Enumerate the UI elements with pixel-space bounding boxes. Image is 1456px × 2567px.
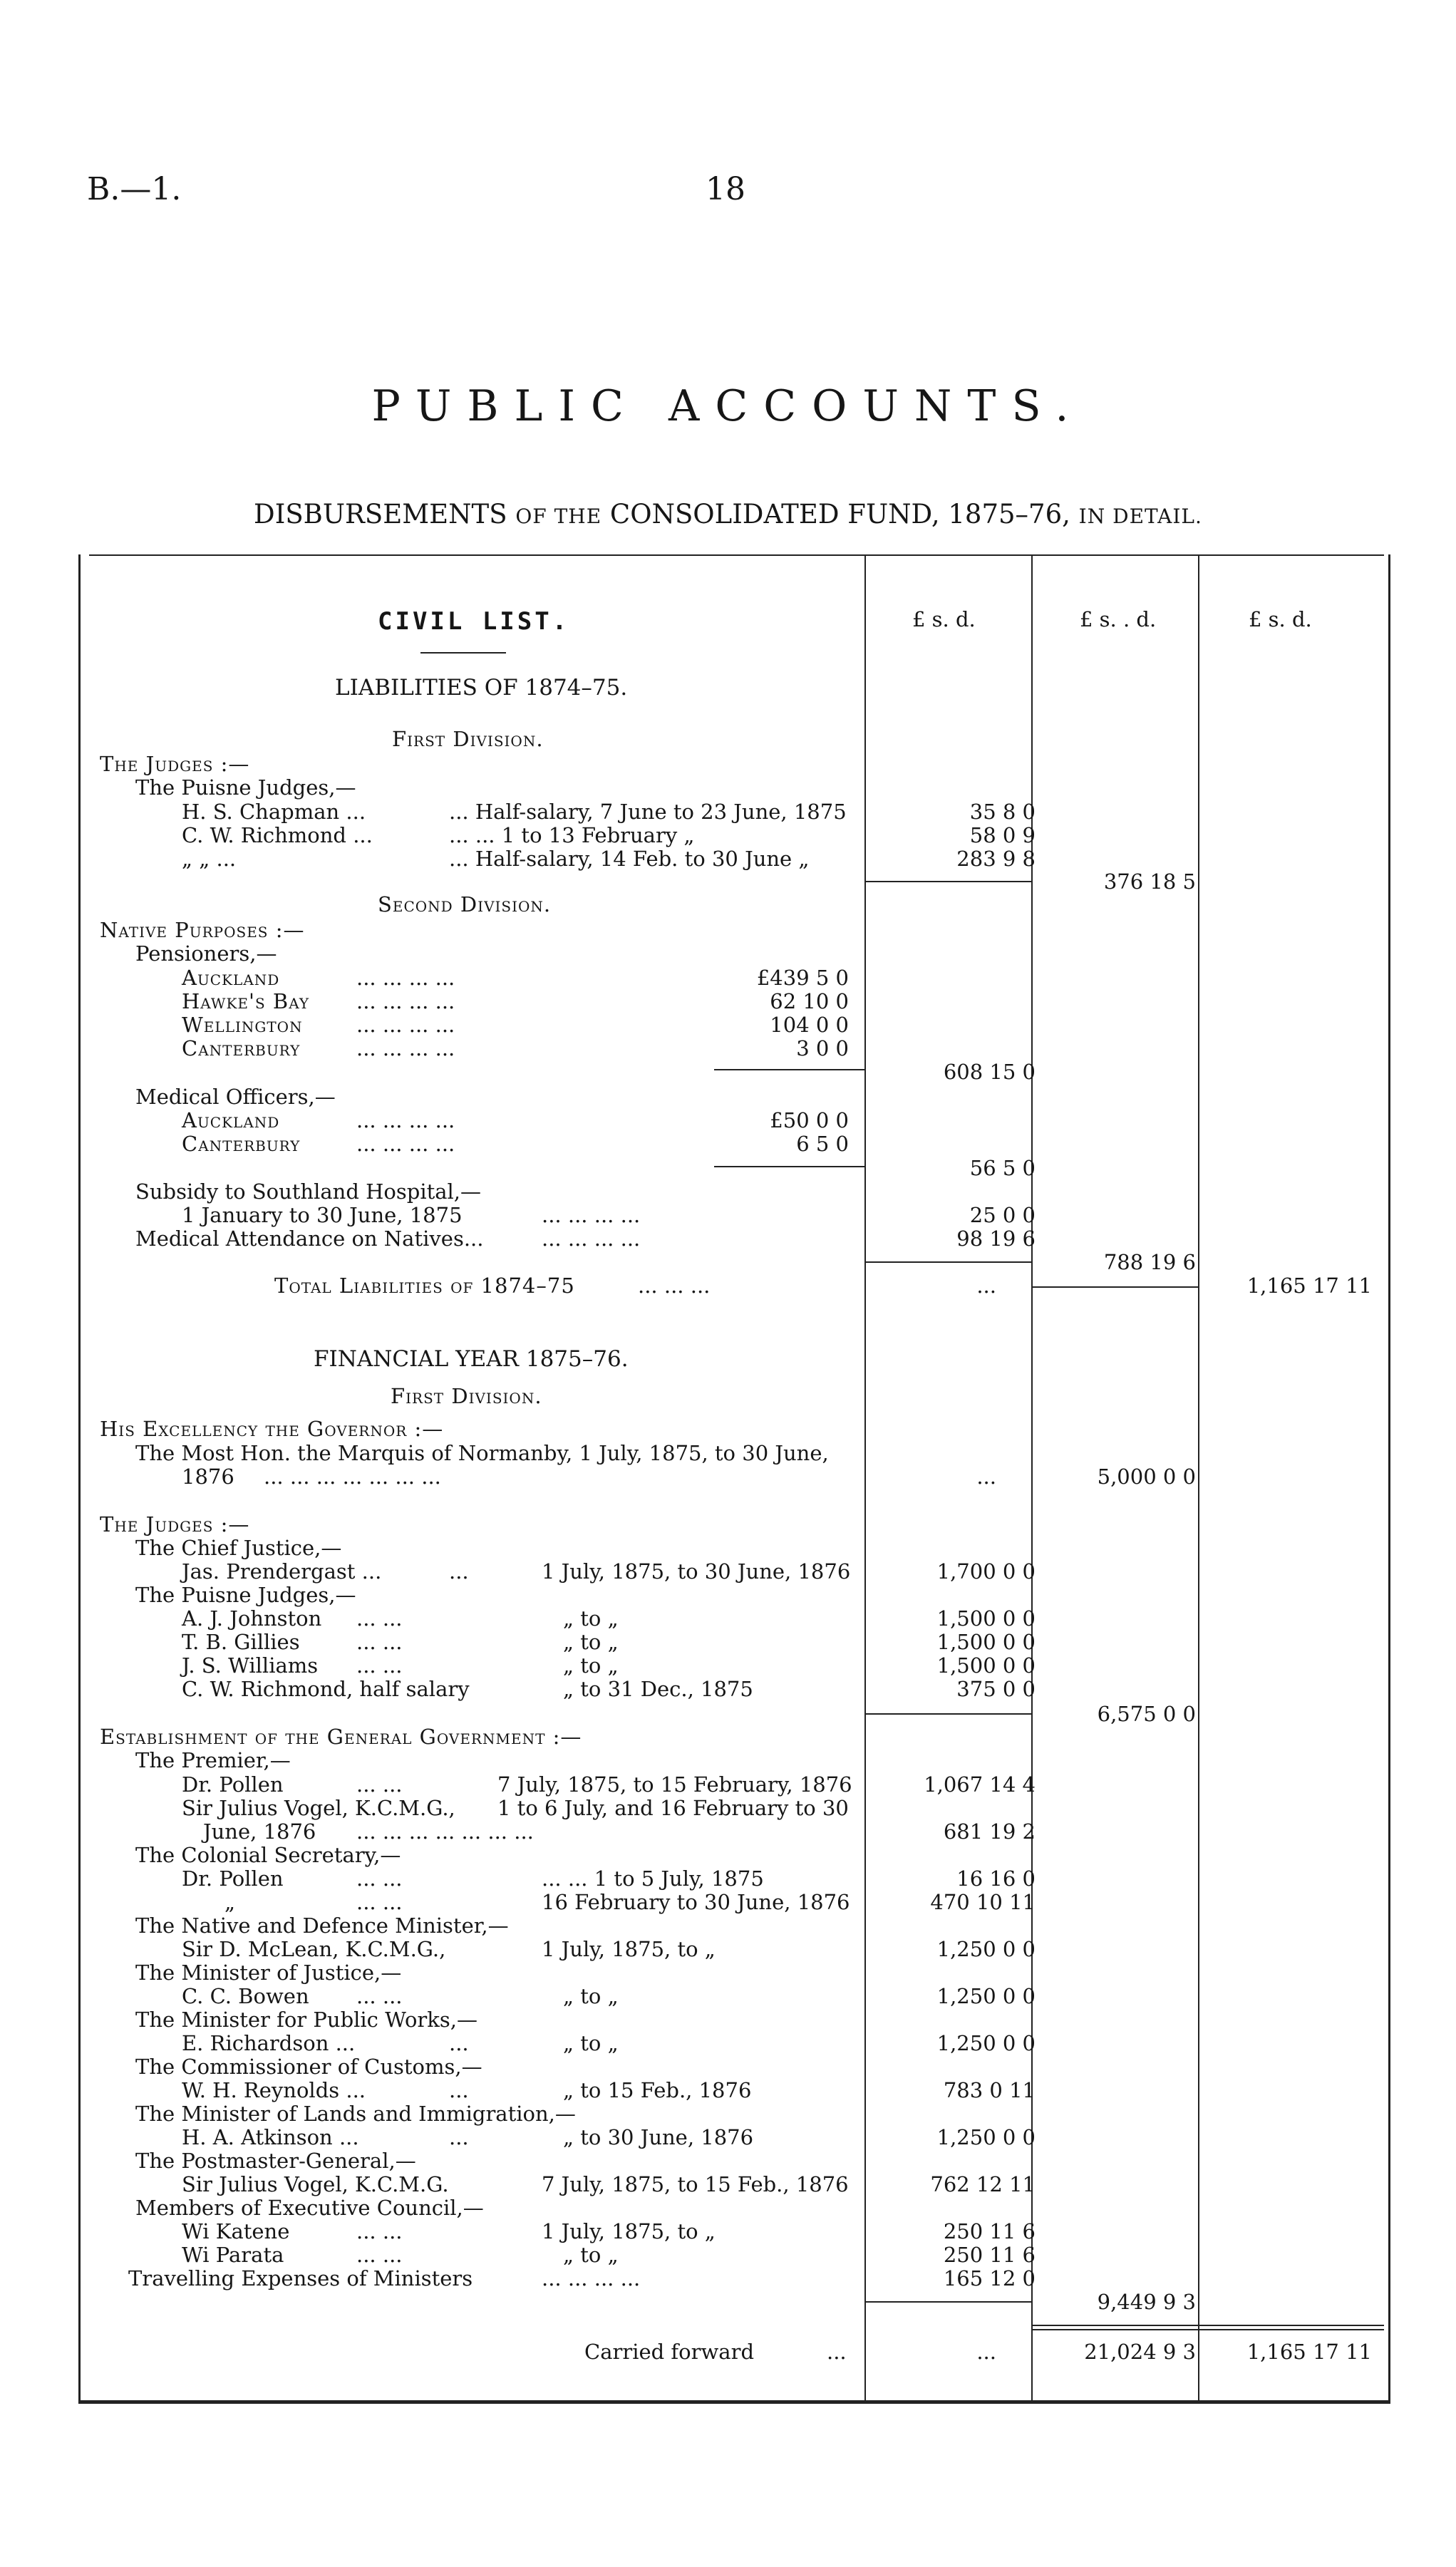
attendance-label: Medical Attendance on Natives... (135, 1226, 484, 1251)
first-division-heading: First Division. (391, 1384, 542, 1408)
minister-period: „ to „ (563, 2031, 619, 2055)
judge-amount: 1,500 0 0 (936, 1606, 1036, 1631)
judges-heading: The Judges :— (100, 1512, 250, 1536)
leader-dots: ... ... (356, 1890, 403, 1914)
judge-detail: ... Half-salary, 14 Feb. to 30 June „ (449, 847, 810, 871)
minister-amount: 762 12 11 (930, 2172, 1036, 2196)
minister-name: Dr. Pollen (182, 1772, 284, 1797)
medical-amount: £50 0 0 (770, 1108, 849, 1132)
carried-forward-col3: 1,165 17 11 (1246, 2340, 1372, 2364)
judge-amount: 58 0 9 (969, 823, 1036, 847)
chief-justice-heading: The Chief Justice,— (135, 1536, 342, 1560)
judge-name: C. W. Richmond ... (182, 823, 373, 847)
colonial-secretary-heading: The Colonial Secretary,— (135, 1843, 401, 1867)
medical-amount: 6 5 0 (796, 1132, 849, 1156)
subtotal-rule (714, 1166, 864, 1167)
subtotal-rule (864, 1261, 1031, 1263)
pension-region: Auckland (182, 966, 280, 990)
member-name: Wi Katene (182, 2219, 290, 2243)
minister-name: Sir D. McLean, K.C.M.G., (182, 1937, 446, 1961)
minister-period: 1 to 6 July, and 16 February to 30 (497, 1796, 849, 1820)
leader-dots: ... ... (356, 1866, 403, 1891)
puisne-judges-heading: The Puisne Judges,— (135, 775, 356, 800)
native-purposes-heading: Native Purposes :— (100, 918, 305, 942)
governor-col1: ... (976, 1465, 996, 1489)
subsidy-period: 1 January to 30 June, 1875 (182, 1203, 463, 1227)
ditto-mark: „ (224, 1890, 236, 1914)
subtitle-part-4: IN DETAIL. (1078, 505, 1202, 528)
judge-name: J. S. Williams (182, 1653, 319, 1678)
minister-name: Sir Julius Vogel, K.C.M.G., (182, 1796, 455, 1820)
minister-amount: 783 0 11 (943, 2078, 1036, 2102)
leader-dots: ... (449, 1559, 469, 1584)
judge-period: „ to „ (563, 1653, 619, 1678)
judge-period: „ to „ (563, 1606, 619, 1631)
subsidy-label: Subsidy to Southland Hospital,— (135, 1179, 482, 1204)
judge-name: „ „ ... (182, 847, 237, 871)
judges-subtotal: 6,575 0 0 (1097, 1702, 1196, 1726)
lands-minister-heading: The Minister of Lands and Immigration,— (135, 2102, 576, 2126)
judge-name: C. W. Richmond, half salary (182, 1677, 470, 1701)
subtitle-part-1: DISBURSEMENTS (254, 499, 507, 530)
column-header-3: £ s. d. (1249, 607, 1312, 631)
minister-period: 7 July, 1875, to 15 Feb., 1876 (542, 2172, 849, 2196)
carried-rule-lower (1031, 2329, 1384, 2330)
judge-period: „ to „ (563, 1630, 619, 1654)
judge-detail: ... ... 1 to 13 February „ (449, 823, 695, 847)
judge-amount: 283 9 8 (956, 847, 1036, 871)
leader-dots: ... ... ... ... (356, 1036, 455, 1060)
travel-amount: 165 12 0 (943, 2266, 1036, 2290)
leader-dots: ... ... (356, 1984, 403, 2008)
carried-forward-col1: ... (976, 2340, 996, 2364)
subtotal-rule (714, 1069, 864, 1070)
minister-name: Dr. Pollen (182, 1866, 284, 1891)
minister-amount: 1,250 0 0 (936, 2031, 1036, 2055)
member-amount: 250 11 6 (943, 2243, 1036, 2267)
leader-dots: ... ... ... ... (356, 966, 455, 990)
judge-period: „ to 31 Dec., 1875 (563, 1677, 753, 1701)
judges-subtotal: 376 18 5 (1103, 869, 1196, 894)
puisne-judges-heading: The Puisne Judges,— (135, 1583, 356, 1607)
minister-name: C. C. Bowen (182, 1984, 309, 2008)
subtotal-rule (864, 2301, 1031, 2303)
chief-justice-name: Jas. Prendergast ... (182, 1559, 382, 1584)
establishment-heading: Establishment of the General Government :— (100, 1725, 582, 1749)
minister-period-continued: June, 1876 (203, 1819, 316, 1844)
section-title-rule (420, 652, 506, 654)
minister-name: W. H. Reynolds ... (182, 2078, 366, 2102)
leader-dots: ... ... ... ... (356, 1132, 455, 1156)
judge-amount: 1,500 0 0 (936, 1630, 1036, 1654)
column-divider-3 (1198, 554, 1199, 2402)
financial-year-heading: FINANCIAL YEAR 1875–76. (314, 1346, 629, 1372)
minister-period: 1 July, 1875, to „ (542, 1937, 716, 1961)
page-title: PUBLIC ACCOUNTS. (371, 381, 1085, 431)
section-title: CIVIL LIST. (378, 607, 570, 636)
minister-name: E. Richardson ... (182, 2031, 356, 2055)
minister-amount: 1,250 0 0 (936, 1984, 1036, 2008)
subsidy-amount: 25 0 0 (969, 1203, 1036, 1227)
total-liabilities-amount: 1,165 17 11 (1246, 1274, 1372, 1298)
leader-dots: ... ... ... ... (356, 1013, 455, 1037)
minister-name: H. A. Atkinson ... (182, 2125, 359, 2149)
leader-dots: ... ... (356, 1772, 403, 1797)
pension-region: Hawke's Bay (182, 989, 310, 1013)
carried-rule-upper (1031, 2325, 1384, 2326)
pension-amount: £439 5 0 (756, 966, 849, 990)
medical-officers-heading: Medical Officers,— (135, 1085, 336, 1109)
minister-amount: 1,250 0 0 (936, 2125, 1036, 2149)
minister-period: „ to 15 Feb., 1876 (563, 2078, 752, 2102)
member-name: Wi Parata (182, 2243, 284, 2267)
governor-year: 1876 (182, 1465, 234, 1489)
executive-council-heading: Members of Executive Council,— (135, 2196, 484, 2220)
leader-dots: ... (449, 2078, 469, 2102)
pension-amount: 62 10 0 (770, 989, 849, 1013)
minister-amount: 470 10 11 (930, 1890, 1036, 1914)
judge-amount: 1,500 0 0 (936, 1653, 1036, 1678)
pensioners-heading: Pensioners,— (135, 941, 277, 966)
second-division-heading: Second Division. (378, 892, 552, 916)
minister-period: „ to „ (563, 1984, 619, 2008)
judges-heading: The Judges :— (100, 752, 250, 776)
leader-dots: ... (449, 2125, 469, 2149)
travel-label: Travelling Expenses of Ministers (128, 2266, 473, 2290)
leader-dots: ... ... (356, 2243, 403, 2267)
leader-dots: ... ... (356, 1653, 403, 1678)
chief-justice-amount: 1,700 0 0 (936, 1559, 1036, 1584)
medical-region: Auckland (182, 1108, 280, 1132)
minister-period: „ to 30 June, 1876 (563, 2125, 754, 2149)
page-subtitle (0, 499, 1456, 530)
total-liabilities-label: Total Liabilities of 1874–75 (274, 1274, 575, 1298)
leader-dots: ... ... (356, 1630, 403, 1654)
governor-line: The Most Hon. the Marquis of Normanby, 1 July, 1875, to 30 June, (135, 1441, 829, 1465)
leader-dots: ... (827, 2340, 847, 2364)
pension-amount: 104 0 0 (770, 1013, 849, 1037)
customs-heading: The Commissioner of Customs,— (135, 2055, 482, 2079)
minister-amount: 16 16 0 (956, 1866, 1036, 1891)
establishment-subtotal: 9,449 9 3 (1097, 2290, 1196, 2314)
column-header-2: £ s. . d. (1080, 607, 1157, 631)
minister-amount: 1,067 14 4 (924, 1772, 1036, 1797)
leader-dots: ... ... ... ... (356, 1108, 455, 1132)
medical-region: Canterbury (182, 1132, 301, 1156)
subtitle-part-2: OF THE (515, 505, 602, 528)
total-rule (1031, 1286, 1198, 1288)
pension-region: Canterbury (182, 1036, 301, 1060)
native-minister-heading: The Native and Defence Minister,— (135, 1913, 509, 1938)
pension-region: Wellington (182, 1013, 303, 1037)
member-period: 1 July, 1875, to „ (542, 2219, 716, 2243)
minister-period: 7 July, 1875, to 15 February, 1876 (497, 1772, 852, 1797)
leader-dots: ... ... (356, 1606, 403, 1631)
governor-heading: His Excellency the Governor :— (100, 1417, 444, 1441)
leader-dots: ... ... ... ... (542, 2266, 641, 2290)
column-header-1: £ s. d. (912, 607, 976, 631)
carried-forward-label: Carried forward (584, 2340, 755, 2364)
page-number: 18 (706, 171, 745, 207)
justice-minister-heading: The Minister of Justice,— (135, 1961, 402, 1985)
leader-dots: ... ... ... ... (542, 1226, 641, 1251)
judge-amount: 375 0 0 (956, 1677, 1036, 1701)
member-amount: 250 11 6 (943, 2219, 1036, 2243)
minister-period: ... ... 1 to 5 July, 1875 (542, 1866, 764, 1891)
leader-dots: ... ... ... (638, 1274, 711, 1298)
leader-dots: ... ... ... ... ... ... ... (356, 1819, 534, 1844)
postmaster-heading: The Postmaster-General,— (135, 2149, 416, 2173)
minister-period: 16 February to 30 June, 1876 (542, 1890, 850, 1914)
premier-heading: The Premier,— (135, 1748, 291, 1772)
first-division-heading: First Division. (392, 727, 544, 751)
pensioners-subtotal: 608 15 0 (943, 1060, 1036, 1084)
subtotal-rule (864, 881, 1031, 882)
judge-name: A. J. Johnston (182, 1606, 322, 1631)
table-top-rule (89, 554, 1384, 556)
member-period: „ to „ (563, 2243, 619, 2267)
subtotal-rule (864, 1713, 1031, 1715)
pension-amount: 3 0 0 (796, 1036, 849, 1060)
leader-dots: ... ... ... ... (542, 1203, 641, 1227)
native-subtotal: 788 19 6 (1103, 1250, 1196, 1274)
column-divider-1 (864, 554, 866, 2402)
governor-amount: 5,000 0 0 (1097, 1465, 1196, 1489)
works-minister-heading: The Minister for Public Works,— (135, 2008, 477, 2032)
carried-forward-col2: 21,024 9 3 (1084, 2340, 1196, 2364)
leader-dots: ... ... (356, 2219, 403, 2243)
judge-amount: 35 8 0 (969, 800, 1036, 824)
judge-name: H. S. Chapman ... (182, 800, 366, 824)
liabilities-heading: LIABILITIES OF 1874–75. (335, 675, 628, 701)
leader-dots: ... (449, 2031, 469, 2055)
document-reference: B.—1. (87, 171, 182, 207)
chief-justice-period: 1 July, 1875, to 30 June, 1876 (542, 1559, 851, 1584)
leader-dots: ... ... ... ... (356, 989, 455, 1013)
total-liabilities-col1: ... (976, 1274, 996, 1298)
attendance-amount: 98 19 6 (956, 1226, 1036, 1251)
judge-detail: ... Half-salary, 7 June to 23 June, 1875 (449, 800, 847, 824)
minister-amount: 1,250 0 0 (936, 1937, 1036, 1961)
minister-amount: 681 19 2 (943, 1819, 1036, 1844)
leader-dots: ... ... ... ... ... ... ... (264, 1465, 441, 1489)
minister-name: Sir Julius Vogel, K.C.M.G. (182, 2172, 449, 2196)
judge-name: T. B. Gillies (182, 1630, 300, 1654)
medical-subtotal: 56 5 0 (969, 1156, 1036, 1180)
subtitle-part-3: CONSOLIDATED FUND, 1875–76, (609, 499, 1070, 530)
